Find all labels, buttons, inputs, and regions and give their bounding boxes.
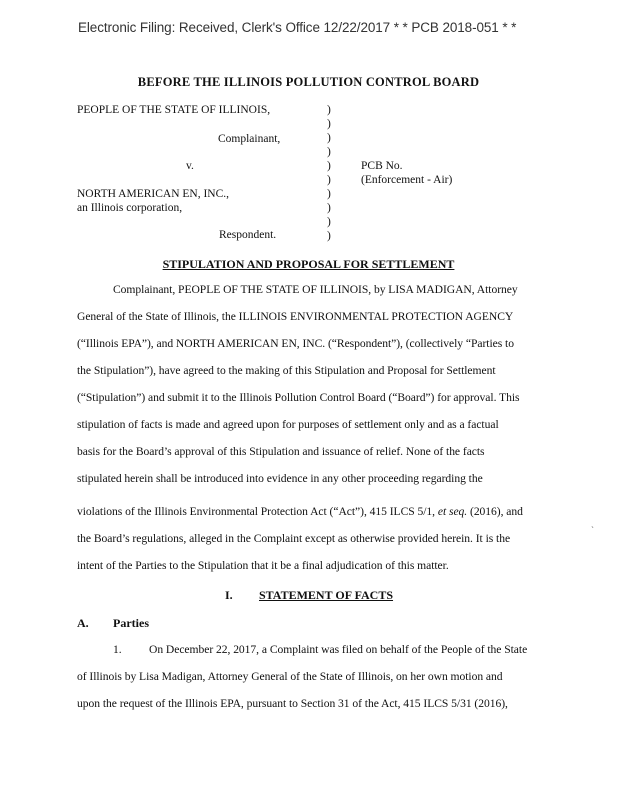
paragraph-line-text: violations of the Illinois Environmental Protection Act (“Act”), 415 ILCS 5/1,	[77, 505, 438, 518]
subsection-letter: A.	[77, 616, 89, 630]
caption-paren: )	[327, 146, 331, 158]
paragraph-line: stipulation of facts is made and agreed upon for purposes of settlement only and as a factual	[77, 418, 499, 431]
paragraph-line: Complainant, PEOPLE OF THE STATE OF ILLINOIS, by LISA MADIGAN, Attorney	[113, 283, 518, 296]
caption-paren: )	[327, 132, 331, 144]
caption-paren: )	[327, 216, 331, 228]
complainant-name: PEOPLE OF THE STATE OF ILLINOIS,	[77, 104, 271, 116]
paragraph-line: basis for the Board’s approval of this Stipulation and issuance of relief. None of the facts	[77, 445, 485, 458]
paragraph-line: (“Stipulation”) and submit it to the Illinois Pollution Control Board (“Board”) for approval. This	[77, 391, 520, 404]
complainant-role: Complainant,	[218, 133, 281, 145]
caption-paren: )	[327, 230, 331, 242]
document-title: STIPULATION AND PROPOSAL FOR SETTLEMENT	[162, 257, 455, 271]
paragraph-line: the Stipulation”), have agreed to the making of this Stipulation and Proposal for Settlement	[77, 364, 496, 377]
paragraph-number: 1.	[113, 643, 122, 656]
caption-paren: )	[327, 160, 331, 172]
versus-label: v.	[186, 160, 194, 172]
respondent-name: NORTH AMERICAN EN, INC.,	[77, 188, 230, 200]
et-seq-italic: et seq.	[437, 505, 468, 518]
paragraph-line: stipulated herein shall be introduced into evidence in any other proceeding regarding the	[77, 472, 483, 485]
pcb-number-label: PCB No.	[361, 160, 403, 172]
section-number: I.	[225, 588, 233, 602]
caption-paren: )	[327, 188, 331, 200]
paragraph-line: On December 22, 2017, a Complaint was filed on behalf of the People of the State	[149, 643, 528, 656]
caption-paren: )	[327, 174, 331, 186]
paragraph-line: the Board’s regulations, alleged in the Complaint except as otherwise provided herein. It is the	[77, 532, 511, 545]
paragraph-line-tail: (2016), and	[467, 505, 523, 518]
caption-paren: )	[327, 104, 331, 116]
respondent-role: Respondent.	[219, 229, 277, 241]
board-heading: BEFORE THE ILLINOIS POLLUTION CONTROL BOARD	[137, 75, 480, 89]
caption-paren: )	[327, 202, 331, 214]
paragraph-line: of Illinois by Lisa Madigan, Attorney General of the State of Illinois, on her own motion and	[77, 670, 503, 683]
paragraph-line	[77, 505, 523, 518]
paragraph-line: (“Illinois EPA”), and NORTH AMERICAN EN, INC. (“Respondent”), (collectively “Parties to	[77, 337, 514, 350]
enforcement-type: (Enforcement - Air)	[361, 174, 453, 186]
paragraph-line: upon the request of the Illinois EPA, pursuant to Section 31 of the Act, 415 ILCS 5/31 (2016),	[77, 697, 508, 710]
respondent-description: an Illinois corporation,	[77, 202, 183, 214]
section-title: STATEMENT OF FACTS	[259, 588, 394, 602]
stray-mark: ˏ	[591, 518, 594, 528]
paragraph-line: General of the State of Illinois, the ILLINOIS ENVIRONMENTAL PROTECTION AGENCY	[77, 310, 514, 323]
paragraph-line: intent of the Parties to the Stipulation that it be a final adjudication of this matter.	[77, 559, 449, 572]
filing-stamp: Electronic Filing: Received, Clerk's Office 12/22/2017 * * PCB 2018-051 * *	[78, 20, 517, 35]
subsection-title: Parties	[113, 616, 149, 630]
caption-paren: )	[327, 118, 331, 130]
